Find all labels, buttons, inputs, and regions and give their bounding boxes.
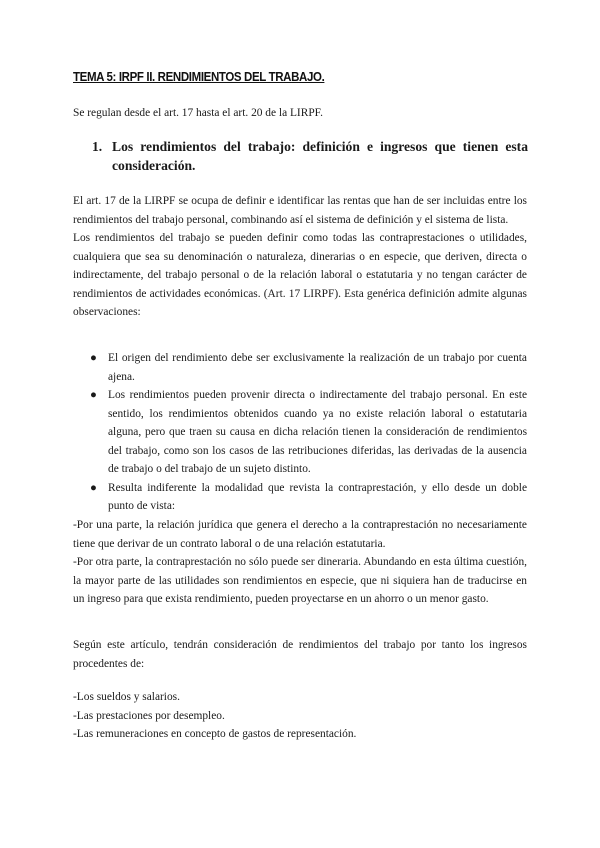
observations-list (73, 349, 527, 516)
document-title: TEMA 5: IRPF II. RENDIMIENTOS DEL TRABAJO. (73, 70, 325, 84)
list-item (73, 386, 527, 479)
list-item (73, 349, 527, 386)
paragraph-in-kind: -Por otra parte, la contraprestación no sólo puede ser dineraria. Abundando en esta última cuestión, la mayor parte de las utilidades son rendimientos en especie, que ni siquiera han de traducirse en un ingreso para que exista rendimiento, pueden proyectarse en un ahorro o un menor gasto. (73, 556, 527, 605)
list-item: -Las prestaciones por desempleo. (73, 709, 225, 722)
section-number: 1. (92, 139, 103, 154)
contraprestacion-block (73, 516, 527, 609)
paragraph-definition-text: Los rendimientos del trabajo se pueden definir como todas las contraprestaciones o utilidades, cualquiera que sea su denominación o naturaleza, dinerarias o en especie, que deriven, directa o indirectamente, del trabajo personal o de la relación laboral o estatutaria y no tengan carácter de rendimientos de actividades económicas. (Art. 17 LIRPF). Esta genérica definición admite algunas observaciones: (73, 232, 527, 318)
intro-paragraph: Se regulan desde el art. 17 hasta el art. 20 de la LIRPF. (73, 107, 323, 119)
list-item (73, 479, 527, 516)
bullet-icon: ● (90, 352, 97, 364)
section-heading-text: Los rendimientos del trabajo: definición e ingresos que tienen esta consideración. (112, 139, 528, 173)
paragraph-legal-relation: -Por una parte, la relación jurídica que genera el derecho a la contraprestación no necesariamente tiene que derivar de un contrato laboral o de una relación estatutaria. (73, 519, 527, 550)
section-heading (92, 137, 528, 175)
list-item-text: Resulta indiferente la modalidad que revista la contraprestación, y ello desde un doble punto de vista: (108, 481, 527, 512)
definition-block (73, 192, 527, 322)
income-list (73, 688, 356, 744)
bullet-icon: ● (90, 481, 97, 494)
paragraph-income-sources: Según este artículo, tendrán consideración de rendimientos del trabajo por tanto los ingresos procedentes de: (73, 639, 527, 670)
paragraph-definition-system: El art. 17 de la LIRPF se ocupa de definir e identificar las rentas que han de ser incluidas entre los rendimientos del trabajo personal, combinando así el sistema de definición y el sistema de lista. (73, 195, 527, 226)
list-item-text: Los rendimientos pueden provenir directa o indirectamente del trabajo personal. En este sentido, los rendimientos obtenidos cuando ya no existe relación laboral o estatutaria alguna, pero que traen su causa en dicha relación tienen la consideración de rendimientos del trabajo, como son los casos de las retribuciones diferidas, las derivadas de la ausencia de trabajo o del trabajo de un sujeto distinto. (108, 389, 527, 475)
list-item-text: El origen del rendimiento debe ser exclusivamente la realización de un trabajo por cuenta ajena. (108, 352, 527, 383)
bullet-icon: ● (90, 389, 97, 401)
list-item: -Las remuneraciones en concepto de gastos de representación. (73, 728, 357, 740)
list-item: -Los sueldos y salarios. (73, 691, 180, 703)
